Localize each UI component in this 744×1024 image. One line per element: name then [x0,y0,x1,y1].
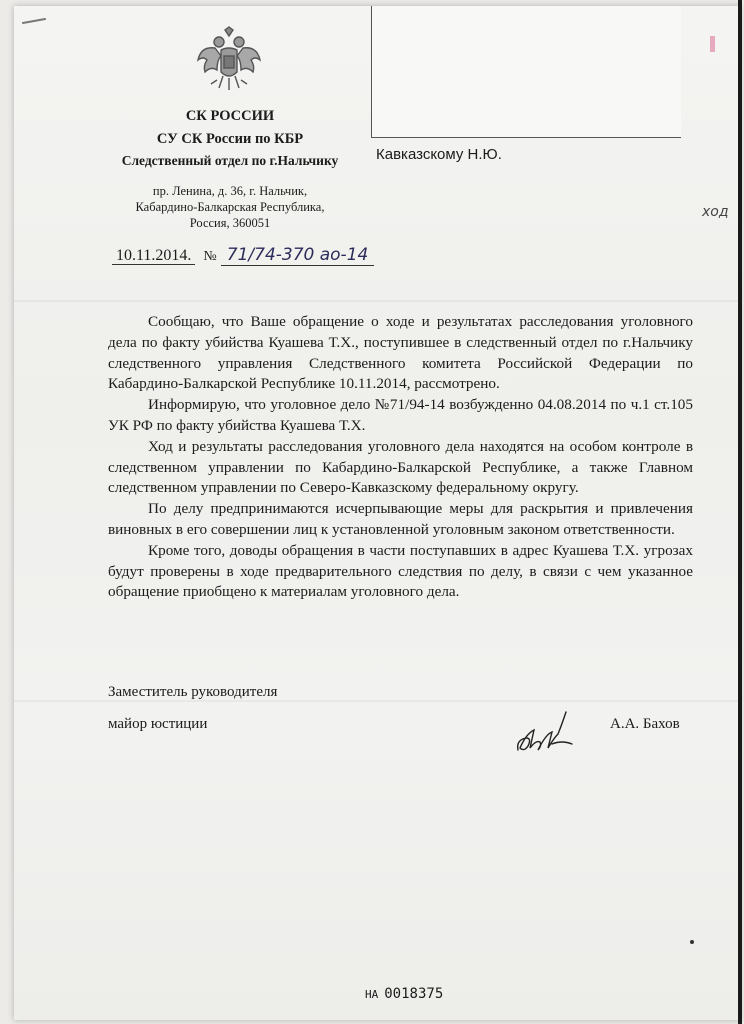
letter-body [108,312,693,603]
document-date-number [112,245,374,265]
signatory-name: А.А. Бахов [610,716,680,732]
signatory-rank: майор юстиции [108,716,208,732]
body-paragraph: Кроме того, доводы обращения в части поступавших в адрес Куашева Т.Х. угрозах будут проверены в ходе предварительного следствия по делу, в связи с чем указанное обращение приобщено к материалам уголовного дела. [108,541,693,601]
page-edge [738,0,742,1024]
org-subdivision: СУ СК России по КБР [156,131,304,147]
paper-fold [14,300,740,302]
address-line: пр. Ленина, д. 36, г. Нальчик, [152,184,308,198]
body-paragraph: По делу предпринимаются исчерпывающие меры для раскрытия и привлечения виновных в его совершении лиц к установленной уголовным законом ответственности. [108,500,693,538]
body-paragraph: Ход и результаты расследования уголовного дела находятся на особом контроле в следственном управлении по Кабардино-Балкарской Республике, а также Главном следственном управлении по Северо-Кавказскому федеральному округу. [108,437,693,497]
address-window-box [371,6,681,138]
recipient-name: Кавказскому Н.Ю. [376,146,502,163]
signatory-title: Заместитель руководителя [108,684,278,700]
form-serial-number [365,986,443,1002]
registration-number: 71/74-370 ао-14 [221,245,375,266]
org-department: Следственный отдел по г.Нальчику [121,153,339,168]
address-line: Россия, 360051 [189,216,271,230]
corner-mark [710,36,715,52]
address-line: Кабардино-Балкарская Республика, [135,200,325,214]
serial-prefix: НА [365,988,379,1001]
serial-number: 0018375 [384,986,444,1002]
body-paragraph: Сообщаю, что Ваше обращение о ходе и результатах расследования уголовного дела по факту убийства Куашева Т.Х., поступившее в следственный отдел по г.Нальчику следственного управления Следственного комитета Российской Федерации по Кабардино-Балкарской Республике 10.11.2014, рассмотрено. [108,313,693,393]
document-date: 10.11.2014. [112,247,195,265]
handwritten-signature [512,704,578,756]
body-paragraph: Информирую, что уголовное дело №71/94-14 возбужденно 04.08.2014 по ч.1 ст.105 УК РФ по факту убийства Куашева Т.Х. [108,396,693,434]
coat-of-arms-icon [195,26,263,94]
margin-note: ход [702,204,729,220]
ink-dot [690,940,694,944]
number-label: № [203,249,217,264]
org-name: СК РОССИИ [185,108,275,124]
